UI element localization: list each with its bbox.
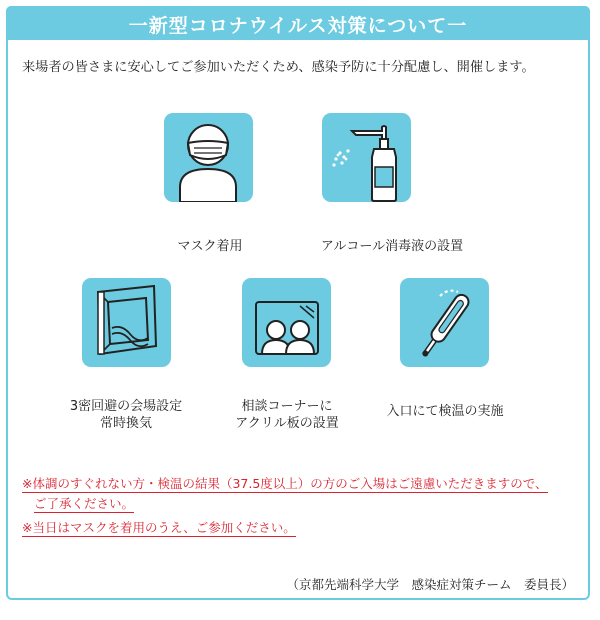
header-bar — [6, 6, 590, 40]
measure-label-mask: マスク着用 — [177, 239, 243, 254]
intro-text: 来場者の皆さまに安心してご参加いただくため、感染予防に十分配慮し、開催します。 — [22, 60, 535, 75]
notice-health-line2: ご了承ください。 — [34, 496, 135, 511]
measure-label-partition-line1: 相談コーナーに — [241, 399, 333, 414]
measure-label-ventilation — [56, 398, 196, 432]
measure-label-partition — [222, 398, 352, 432]
notice-health-line1: ※体調のすぐれない方・検温の結果（37.5度以上）の方のご入場はご遠慮いただきますので、 — [22, 476, 548, 491]
open-window-icon — [82, 278, 171, 367]
mask-person-icon — [164, 113, 253, 202]
thermometer-icon — [400, 278, 489, 367]
page-title: 一新型コロナウイルス対策について一 — [128, 15, 468, 37]
measure-label-thermometer: 入口にて検温の実施 — [386, 404, 504, 419]
measure-label-sanitizer: アルコール消毒液の設置 — [320, 239, 464, 254]
signature: （京都先端科学大学 感染症対策チーム 委員長） — [286, 577, 574, 592]
measure-label-ventilation-line1: 3密回避の会場設定 — [69, 399, 183, 414]
partition-consultation-icon — [242, 278, 331, 367]
notice-health — [22, 475, 548, 512]
notice-mask — [22, 519, 296, 536]
sanitizer-bottle-icon — [322, 113, 411, 202]
notice-mask-line1: ※当日はマスクを着用のうえ、ご参加ください。 — [22, 520, 296, 535]
measure-label-partition-line2: アクリル板の設置 — [235, 416, 339, 431]
measure-label-ventilation-line2: 常時換気 — [99, 416, 152, 431]
